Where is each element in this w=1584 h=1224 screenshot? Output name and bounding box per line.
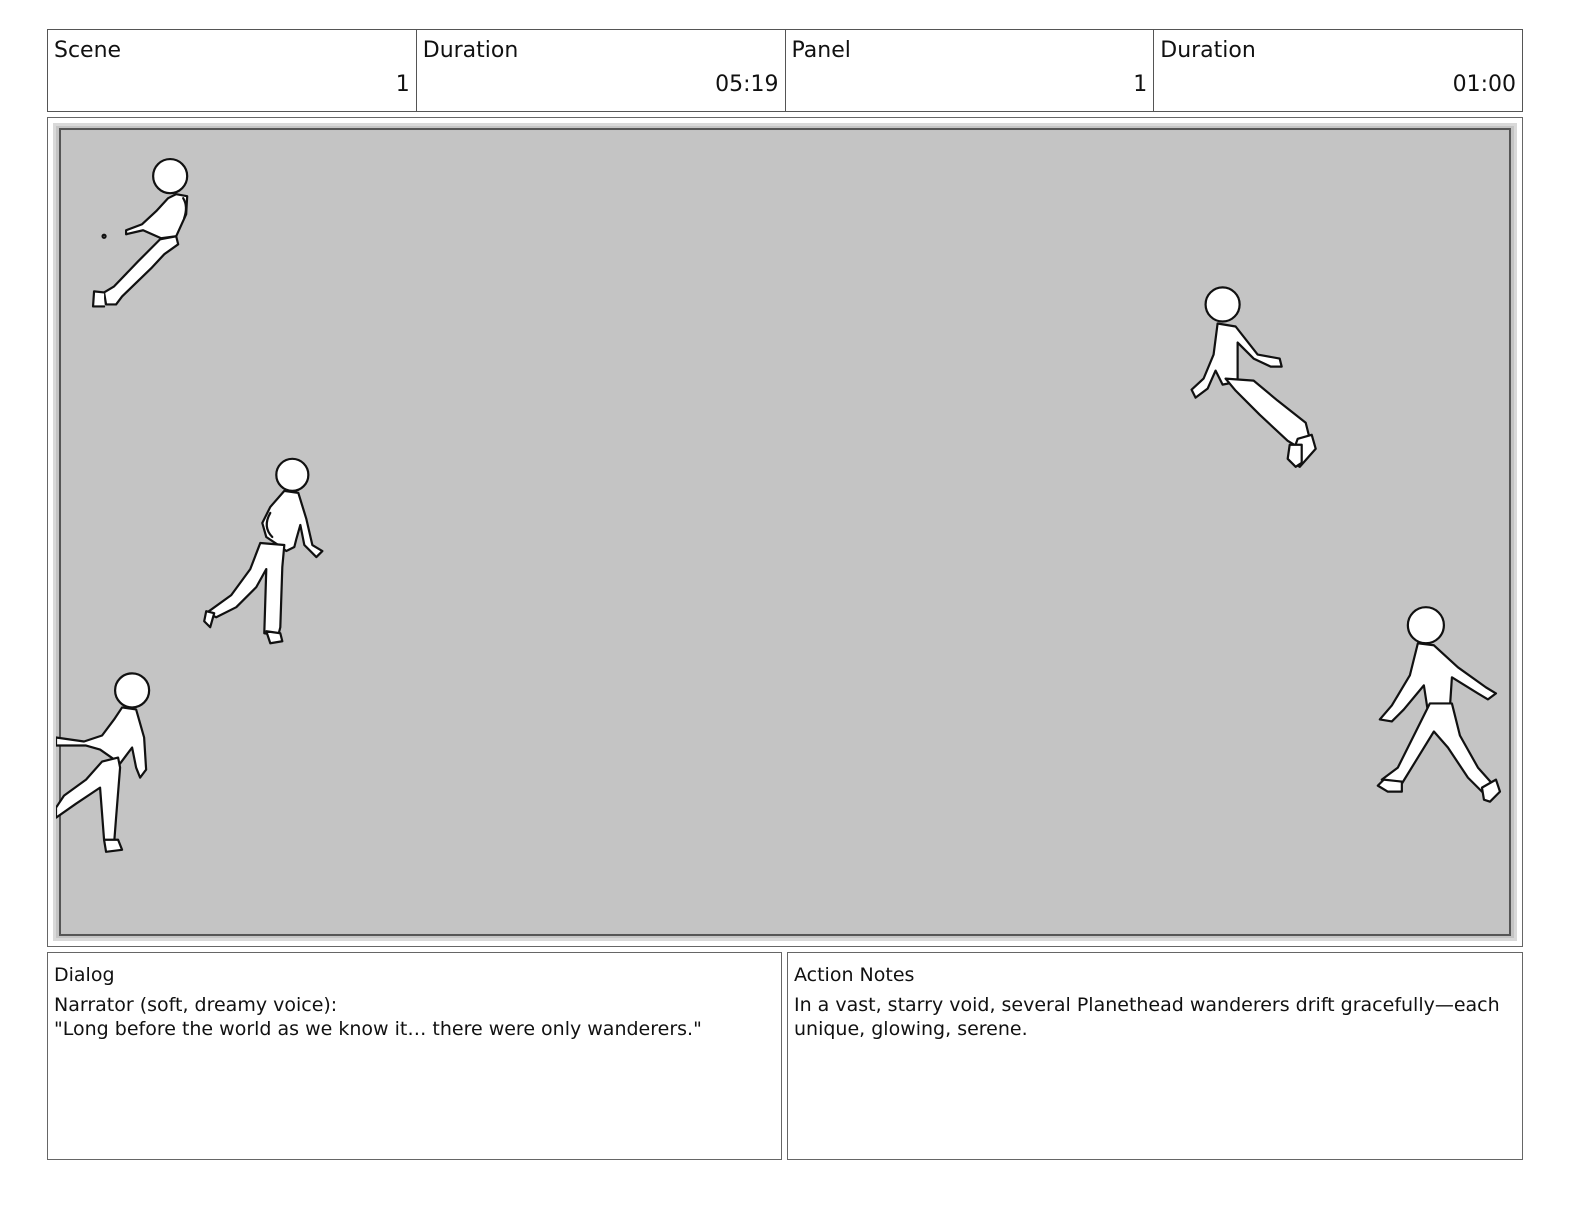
action-notes-title: Action Notes: [794, 964, 915, 986]
panel-number: 1: [1133, 72, 1148, 97]
dialog-box: [47, 952, 782, 1160]
panel-drawing: [56, 126, 1514, 938]
scene-number: 1: [395, 72, 410, 97]
panel-duration-cell: [1154, 30, 1522, 111]
dialog-text[interactable]: Narrator (soft, dreamy voice): "Long before the world as we know it… there were only wanderers.": [54, 994, 702, 1040]
storyboard-panel: [53, 123, 1517, 941]
scene-cell: [48, 30, 417, 111]
scene-duration-cell: [417, 30, 786, 111]
panel-label: Panel: [791, 38, 851, 63]
scene-label: Scene: [54, 38, 122, 63]
panel-info-header: [47, 29, 1523, 112]
panel-duration-value: 01:00: [1452, 72, 1516, 97]
panel-cell: [786, 30, 1155, 111]
scene-duration-label: Duration: [422, 38, 519, 63]
action-notes-box: [787, 952, 1523, 1160]
action-notes-text[interactable]: In a vast, starry void, several Planethead wanderers drift gracefully—each unique, glowing, serene.: [794, 994, 1506, 1040]
dialog-title: Dialog: [54, 964, 115, 986]
panel-duration-label: Duration: [1160, 38, 1256, 63]
storyboard-panel-frame: [47, 117, 1523, 947]
scene-duration-value: 05:19: [715, 72, 779, 97]
